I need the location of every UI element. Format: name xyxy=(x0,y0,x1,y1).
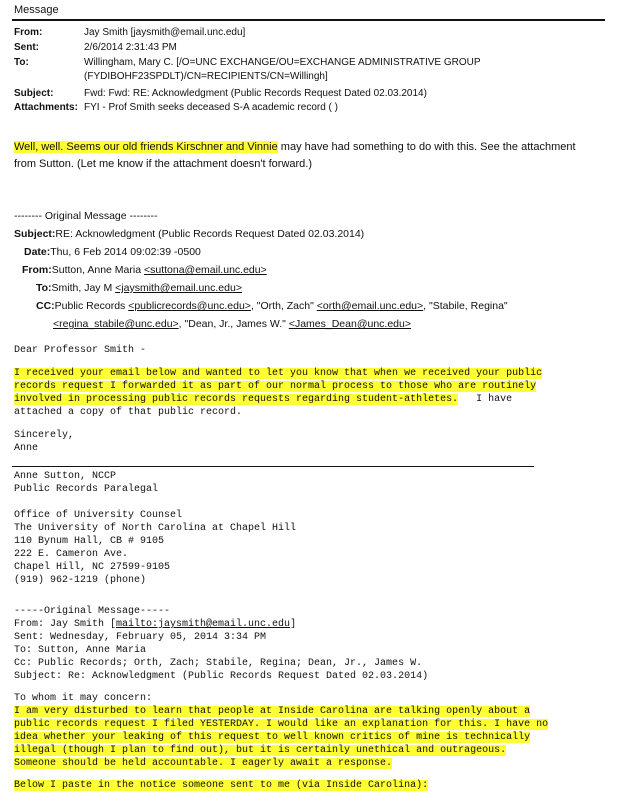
to-value-line-2: (FYDIBOHF23SPDLT)/CN=RECIPIENTS/CN=Willingh] xyxy=(84,71,328,82)
sig-line-5: The University of North Carolina at Chapel Hill xyxy=(14,523,297,534)
orig-cc-row xyxy=(36,297,508,315)
reply-highlight-2: records request I forwarded it as part of our normal process to those who are routinely xyxy=(14,381,537,392)
intro-paragraph xyxy=(14,139,614,173)
quoted-from-post: ] xyxy=(290,619,297,630)
attachments-key: Attachments: xyxy=(14,102,78,113)
sig-line-7: 222 E. Cameron Ave. xyxy=(14,549,129,560)
quoted-divider: -----Original Message----- xyxy=(14,606,171,617)
cc-stabile: , "Stabile, Regina" xyxy=(423,300,508,312)
quoted-below xyxy=(14,779,428,792)
intro-line-1 xyxy=(14,139,614,156)
orig-date-key: Date: xyxy=(24,246,51,258)
orig-to-email-link[interactable]: <jaysmith@email.unc.edu> xyxy=(115,282,242,294)
sig-line-9: (919) 962-1219 (phone) xyxy=(14,575,147,586)
quoted-highlight-6: Below I paste in the notice someone sent to me (via Inside Carolina): xyxy=(14,780,429,791)
intro-rest: may have had something to do with this. See the attachment xyxy=(277,141,576,153)
quoted-highlight-2: public records request I filed YESTERDAY. I would like an explanation for this. I have no xyxy=(14,719,549,730)
quoted-cc: Cc: Public Records; Orth, Zach; Stabile, Regina; Dean, Jr., James W. xyxy=(14,658,423,669)
attachment-link[interactable]: FYI - Prof Smith seeks deceased S-A academic record ( ) xyxy=(84,102,338,113)
quoted-from-mailto-link[interactable]: mailto:jaysmith@email.unc.edu xyxy=(116,619,291,630)
orig-subject-row xyxy=(14,225,364,243)
quoted-highlight-1: I am very disturbed to learn that people at Inside Carolina are talking openly about a xyxy=(14,706,531,717)
signature-divider xyxy=(12,466,534,467)
quoted-line-5 xyxy=(14,757,392,770)
header-divider xyxy=(12,19,605,21)
quoted-highlight-5: Someone should be held accountable. I eagerly await a response. xyxy=(14,758,393,769)
cc-stabile-link[interactable]: <regina_stabile@unc.edu> xyxy=(53,318,179,330)
quoted-from xyxy=(14,618,296,631)
quoted-to: To: Sutton, Anne Maria xyxy=(14,645,147,656)
reply-closing-name: Anne xyxy=(14,443,39,454)
cc-dean-link[interactable]: <James_Dean@unc.edu> xyxy=(288,318,411,330)
quoted-sent: Sent: Wednesday, February 05, 2014 3:34 PM xyxy=(14,632,267,643)
quoted-line-2 xyxy=(14,718,548,731)
subject-key: Subject: xyxy=(14,88,54,99)
reply-line-3-rest: I have xyxy=(458,394,513,405)
from-value: Jay Smith [jaysmith@email.unc.edu] xyxy=(84,27,246,38)
orig-from-email-link[interactable]: <suttona@email.unc.edu> xyxy=(143,264,267,276)
quoted-from-pre: From: Jay Smith [ xyxy=(14,619,117,630)
reply-line-3 xyxy=(14,393,512,406)
orig-to-name: Smith, Jay M xyxy=(51,282,116,294)
orig-to-key: To: xyxy=(36,282,52,294)
orig-to-row xyxy=(36,279,242,297)
reply-line-4: attached a copy of that public record. xyxy=(14,407,243,418)
to-key: To: xyxy=(14,57,29,68)
orig-date-row xyxy=(24,243,201,261)
cc-orth-link[interactable]: <orth@email.unc.edu> xyxy=(316,300,424,312)
sig-line-6: 110 Bynum Hall, CB # 9105 xyxy=(14,536,165,547)
cc-orth: , "Orth, Zach" xyxy=(250,300,317,312)
subject-value: Fwd: Fwd: RE: Acknowledgment (Public Records Request Dated 02.03.2014) xyxy=(84,88,427,99)
cc-dean: , "Dean, Jr., James W." xyxy=(178,318,289,330)
quoted-line-4 xyxy=(14,744,506,757)
to-value-line-1: Willingham, Mary C. [/O=UNC EXCHANGE/OU=EXCHANGE ADMINISTRATIVE GROUP xyxy=(84,57,481,68)
original-divider: -------- Original Message -------- xyxy=(14,210,158,222)
quoted-line-3 xyxy=(14,731,530,744)
quoted-subject: Subject: Re: Acknowledgment (Public Records Request Dated 02.03.2014) xyxy=(14,671,429,682)
sent-value: 2/6/2014 2:31:43 PM xyxy=(84,42,177,53)
sig-line-8: Chapel Hill, NC 27599-9105 xyxy=(14,562,171,573)
cc-public-records-link[interactable]: <publicrecords@unc.edu> xyxy=(128,300,251,312)
quoted-highlight-4: illegal (though I plan to find out), but it is certainly unethical and outrageous. xyxy=(14,745,507,756)
orig-from-row xyxy=(22,261,267,279)
message-label: Message xyxy=(14,4,59,16)
quoted-highlight-3: idea whether your leaking of this request to well known critics of mine is technically xyxy=(14,732,531,743)
orig-subject-key: Subject: xyxy=(14,228,56,240)
intro-line-2: from Sutton. (Let me know if the attachment doesn't forward.) xyxy=(14,158,313,170)
reply-highlight-3: involved in processing public records requests regarding student-athletes. xyxy=(14,394,459,405)
orig-date-value: Thu, 6 Feb 2014 09:02:39 -0500 xyxy=(50,246,201,258)
orig-from-key: From: xyxy=(22,264,52,276)
from-key: From: xyxy=(14,27,43,38)
reply-salutation: Dear Professor Smith - xyxy=(14,345,147,356)
orig-cc-row-cont xyxy=(53,315,411,333)
quoted-greeting: To whom it may concern: xyxy=(14,693,153,704)
orig-cc-key: CC: xyxy=(36,300,55,312)
sig-line-4: Office of University Counsel xyxy=(14,510,183,521)
reply-line-2 xyxy=(14,380,536,393)
sig-line-2: Public Records Paralegal xyxy=(14,484,159,495)
reply-highlight-1: I received your email below and wanted to let you know that when we received your public xyxy=(14,368,543,379)
intro-highlight: Well, well. Seems our old friends Kirschner and Vinnie xyxy=(14,141,278,153)
quoted-line-1 xyxy=(14,705,530,718)
orig-subject-value: RE: Acknowledgment (Public Records Request Dated 02.03.2014) xyxy=(55,228,365,240)
reply-closing: Sincerely, xyxy=(14,430,75,441)
sent-key: Sent: xyxy=(14,42,39,53)
cc-public-records: Public Records xyxy=(54,300,129,312)
sig-line-1: Anne Sutton, NCCP xyxy=(14,471,117,482)
reply-line-1 xyxy=(14,367,542,380)
orig-from-name: Sutton, Anne Maria xyxy=(51,264,144,276)
